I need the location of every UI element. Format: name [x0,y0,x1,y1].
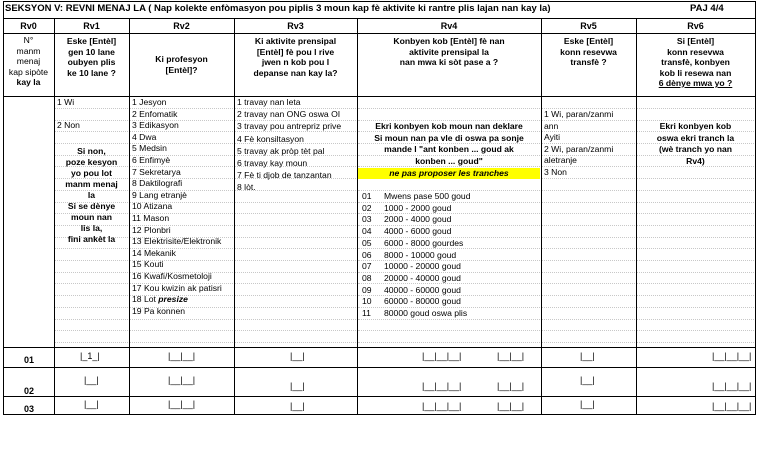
rv2-input-row-01[interactable]: |__|__| [168,351,196,361]
rv5-input-row-01[interactable]: |__| [580,351,595,361]
rv4-range-code-03: 03 [362,214,372,225]
question-rv3: Ki aktivite prensipal [Entèl] fè pou l rive jwen n kob pou l depanse nan kay la? [253,36,338,78]
col-code-rv3: Rv3 [287,21,304,31]
rv1-input-row-03[interactable]: |__| [84,399,99,409]
rv2-option-17: 17 Kou kwizin ak patisri [132,282,222,293]
col-code-rv6: Rv6 [687,21,704,31]
rv4-input-row-01b[interactable]: |__|__| [497,351,525,361]
rv3-option-7: 7 Fè ti djob de tanzantan [237,170,332,181]
question-rv6: Si [Entèl] konn resevwa transfè, konbyen kob li resewa nan 6 dènye mwa yo ? [658,36,733,88]
rv6-instruction: Ekri konbyen kob oswa ekri tranch la (wè tranch yo nan Rv4) [656,121,735,166]
rv2-option-10: 10 Atizana [132,201,173,212]
rv2-presize-label: presize [155,294,188,305]
rv4-range-label-11: 80000 goud oswa plis [384,308,468,318]
rv4-range-label-01: Mwens pase 500 goud [384,191,471,201]
rv3-option-6: 6 travay kay moun [237,158,308,168]
rv1-option-yes: 1 Wi [57,97,75,107]
rv4-input-row-03b[interactable]: |__|__| [497,401,525,411]
rv2-input-row-02[interactable]: |__|__| [168,375,196,385]
rv2-option-11: 11 Mason [132,213,170,223]
rv5-input-row-02[interactable]: |__| [580,375,595,385]
rv2-option-15: 15 Kouti [132,259,164,270]
rv3-option-8: 8 lòt. [237,182,256,193]
rv2-option-8: 8 Daktilografi [132,178,183,189]
rv1-skip-note: Si non, poze kesyon yo pou lot manm menaj la Si se dènye moun nan lis la, fini ankèt la [65,146,118,244]
rv2-option-18: 18 Lot presize [132,294,188,305]
rv4-range-code-10: 10 [362,296,372,307]
rv4-range-label-06: 8000 - 10000 goud [384,249,457,260]
row-label-01: 01 [24,355,35,365]
question-rv1: Eske [Entèl] gen 10 lane oubyen plis ke 10 lane ? [66,36,117,78]
rv5-input-row-03[interactable]: |__| [580,399,595,409]
rv4-range-label-03: 2000 - 4000 goud [384,214,452,225]
rv1-input-row-02[interactable]: |__| [84,375,99,385]
rv3-option-2: 2 travay nan ONG oswa OI [237,109,341,120]
rv4-range-code-07: 07 [362,261,372,272]
col-code-rv1: Rv1 [83,21,100,31]
rv6-input-row-02[interactable]: |__|__|__| [712,381,752,391]
rv4-range-label-08: 20000 - 40000 goud [384,272,461,283]
rv4-range-code-11: 11 [362,308,371,318]
rv6-input-row-01[interactable]: |__|__|__| [712,351,752,361]
rv1-input-row-01[interactable]: |_1_| [80,351,100,361]
rv4-input-row-01a[interactable]: |__|__|__| [422,351,462,361]
rv2-option-3: 3 Edikasyon [132,120,179,131]
rv4-input-row-03a[interactable]: |__|__|__| [422,401,462,411]
col-code-rv5: Rv5 [580,21,597,31]
rv2-option-9: 9 Lang etranjè [132,189,187,200]
rv4-instruction: Ekri konbyen kob moun nan deklare Si moun nan pa vle di oswa pa sonje mande l "ant konben ... goud ak konben ... goud" [374,121,524,166]
row-label-02: 02 [24,386,35,396]
rv2-input-row-03[interactable]: |__|__| [168,399,196,409]
rv4-highlight-note: ne pas proposer les tranches [358,168,540,179]
rv4-range-label-05: 6000 - 8000 gourdes [384,237,464,248]
question-rv0: N° manm menaj kap sipòte kay la [8,35,49,87]
rv5-options: 1 Wi, paran/zanmi ann Ayiti 2 Wi, paran/zanmi aletranje 3 Non [544,109,614,177]
rv2-option-5: 5 Medsin [132,143,167,154]
row-label-03: 03 [24,404,35,414]
col-code-rv4: Rv4 [440,21,458,31]
rv4-input-row-02b[interactable]: |__|__| [497,381,525,391]
page-number: PAJ 4/4 [690,3,724,14]
rv1-option-no: 2 Non [57,120,80,130]
section-title: SEKSYON V: REVNI MENAJ LA ( Nap kolekte enfòmasyon pou piplis 3 moun kap fè aktivite ki rantre plis lajan nan kay la) [5,3,551,14]
rv3-option-1: 1 travay nan leta [237,97,301,107]
rv2-option-14: 14 Mekanik [132,247,176,258]
rv3-option-4: 4 Fè konsiltasyon [237,133,304,144]
rv6-input-row-03[interactable]: |__|__|__| [712,401,752,411]
rv2-option-13: 13 Elektrisite/Elektronik [132,236,222,247]
question-rv5: Eske [Entèl] konn resevwa transfè ? [560,36,617,67]
rv4-range-code-01: 01 [362,191,372,201]
rv4-range-code-08: 08 [362,272,372,283]
rv4-range-label-09: 40000 - 60000 goud [384,284,461,295]
rv4-range-code-09: 09 [362,284,372,295]
col-code-rv0: Rv0 [20,21,37,31]
rv4-range-label-02: 1000 - 2000 goud [384,202,452,213]
rv4-range-code-02: 02 [362,202,372,213]
question-rv4: Konbyen kob [Entèl] fè nan aktivite prensipal la nan mwa ki sòt pase a ? [393,36,505,67]
rv4-range-code-04: 04 [362,226,372,237]
rv3-input-row-03[interactable]: |__| [290,401,305,411]
rv2-option-2: 2 Enfomatik [132,108,178,119]
rv3-option-3: 3 travay pou antrepriz prive [237,121,342,132]
rv4-input-row-02a[interactable]: |__|__|__| [422,381,462,391]
rv2-option-4: 4 Dwa [132,131,157,142]
rv2-option-16: 16 Kwafi/Kosmetoloji [132,271,212,281]
rv4-range-code-06: 06 [362,249,372,260]
rv2-option-7: 7 Sekretarya [132,166,181,177]
rv3-input-row-01[interactable]: |__| [290,351,305,361]
rv4-range-label-07: 10000 - 20000 goud [384,261,461,272]
rv3-option-5: 5 travay ak pròp tèt pal [237,145,325,156]
rv3-input-row-02[interactable]: |__| [290,381,305,391]
col-code-rv2: Rv2 [173,21,190,31]
rv2-option-1: 1 Jesyon [132,97,167,107]
rv4-range-label-10: 60000 - 80000 goud [384,296,461,307]
rv2-option-6: 6 Enfimyè [132,155,171,165]
rv4-range-code-05: 05 [362,237,372,248]
rv4-range-label-04: 4000 - 6000 goud [384,226,452,237]
question-rv2: Ki profesyon [Entèl]? [155,54,208,75]
rv2-option-12: 12 Plonbri [132,224,171,235]
rv2-option-19: 19 Pa konnen [132,305,186,316]
